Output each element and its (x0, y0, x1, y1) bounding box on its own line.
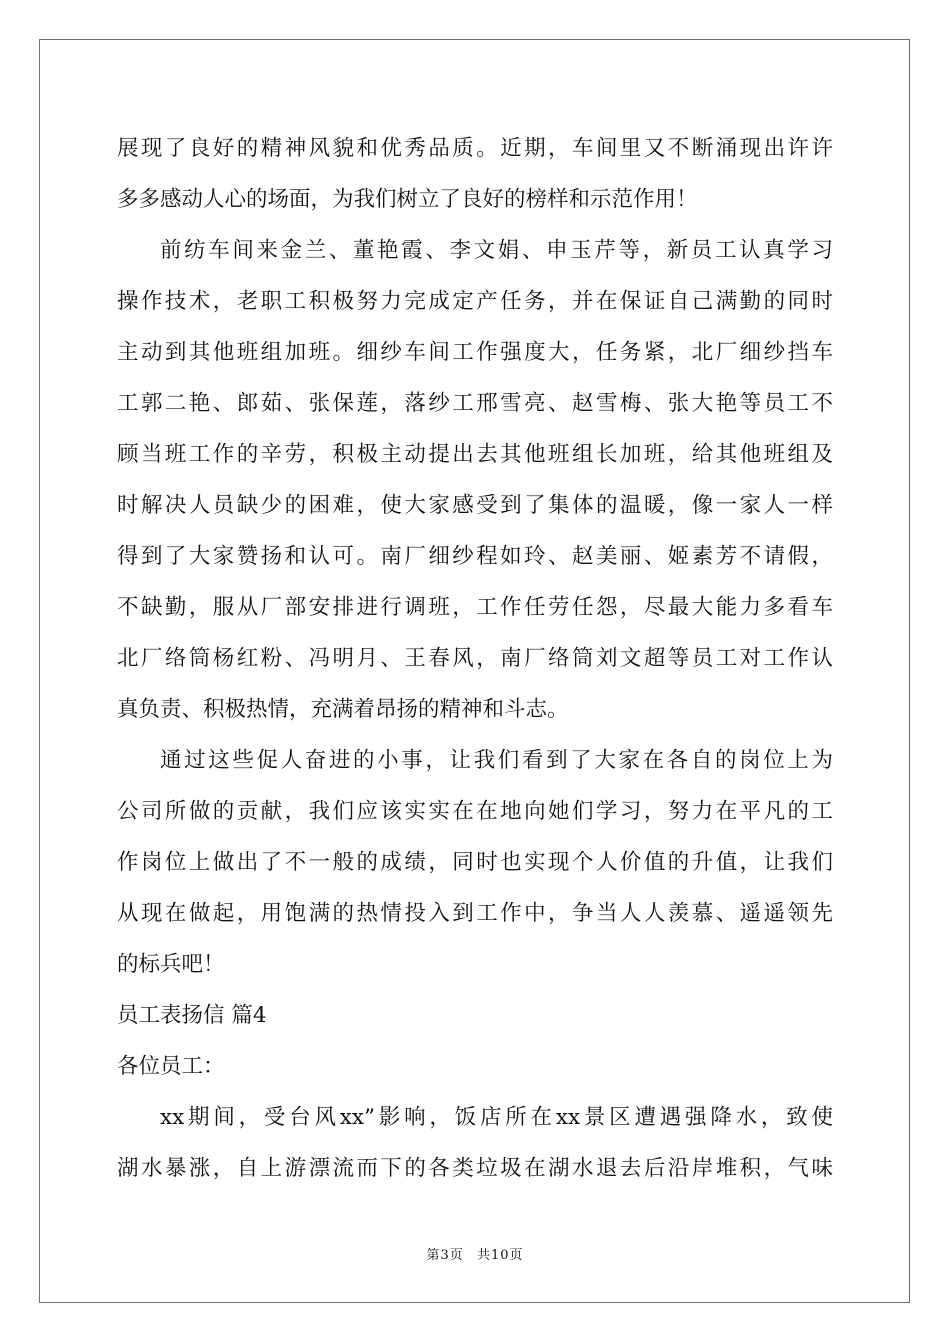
text-line: 从现在做起，用饱满的热情投入到工作中，争当人人羡慕、遥遥领先 (117, 901, 833, 926)
text-line: 工郭二艳、郎茹、张保莲，落纱工邢雪亮、赵雪梅、张大艳等员工不 (117, 391, 833, 416)
text-line: 湖水暴涨，自上游漂流而下的各类垃圾在湖水退去后沿岸堆积，气味 (117, 1156, 833, 1181)
page-number: 第3页 (426, 1248, 464, 1263)
text-line: 主动到其他班组加班。细纱车间工作强度大，任务紧，北厂细纱挡车 (117, 340, 833, 365)
text-line: 时解决人员缺少的困难，使大家感受到了集体的温暖，像一家人一样 (117, 493, 833, 518)
page-footer (0, 1247, 950, 1265)
text-line: 不缺勤，服从厂部安排进行调班，工作任劳任怨，尽最大能力多看车 (117, 595, 833, 620)
text-line: 展现了良好的精神风貌和优秀品质。近期，车间里又不断涌现出许许 (117, 136, 833, 161)
section-heading: 员工表扬信 篇4 (117, 1003, 267, 1028)
text-line: 真负责、积极热情，充满着昂扬的精神和斗志。 (117, 697, 569, 722)
salutation: 各位员工： (117, 1054, 225, 1079)
text-line: 北厂络筒杨红粉、冯明月、王春风，南厂络筒刘文超等员工对工作认 (117, 646, 833, 671)
text-line: 作岗位上做出了不一般的成绩，同时也实现个人价值的升值，让我们 (117, 850, 833, 875)
paragraph-start-line: 通过这些促人奋进的小事，让我们看到了大家在各自的岗位上为 (160, 748, 833, 773)
paragraph-start-line: xx期间，受台风xx”影响，饭店所在xx景区遭遇强降水，致使 (160, 1105, 833, 1130)
text-line: 公司所做的贡献，我们应该实实在在地向她们学习，努力在平凡的工 (117, 799, 833, 824)
page-total: 共10页 (476, 1248, 524, 1263)
text-line: 操作技术，老职工积极努力完成定产任务，并在保证自己满勤的同时 (117, 289, 833, 314)
text-line: 顾当班工作的辛劳，积极主动提出去其他班组长加班，给其他班组及 (117, 442, 833, 467)
paragraph-start-line: 前纺车间来金兰、董艳霞、李文娟、申玉芹等，新员工认真学习 (160, 238, 833, 263)
text-line: 的标兵吧！ (117, 952, 225, 977)
text-line: 得到了大家赞扬和认可。南厂细纱程如玲、赵美丽、姬素芳不请假， (117, 544, 833, 569)
text-line: 多多感动人心的场面，为我们树立了良好的榜样和示范作用！ (117, 187, 698, 212)
